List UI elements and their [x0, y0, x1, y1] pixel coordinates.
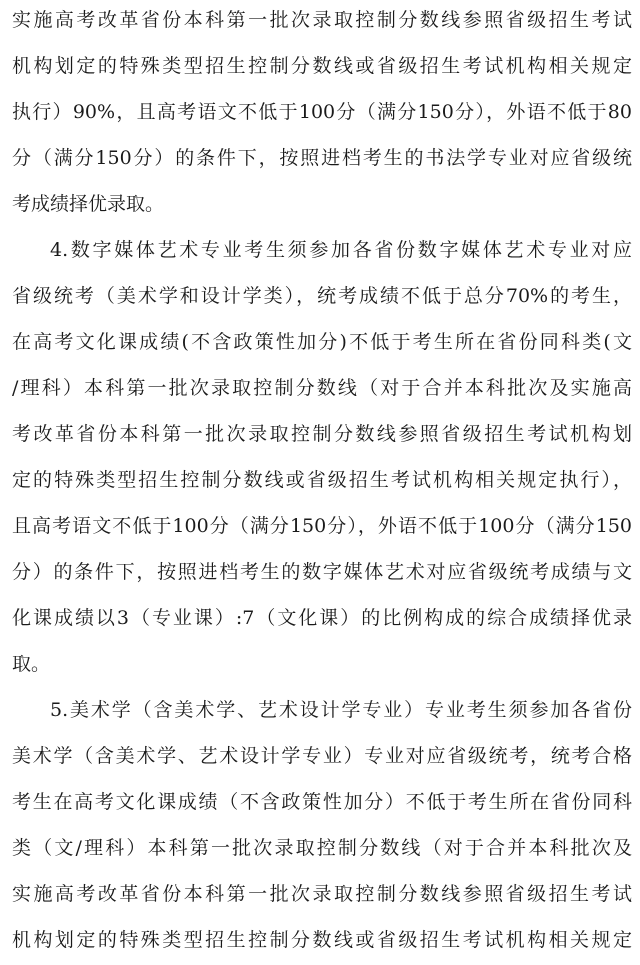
text-line: 实施高考改革省份本科第一批次录取控制分数线参照省级招生考试: [12, 9, 632, 31]
text-line: 考改革省份本科第一批次录取控制分数线参照省级招生考试机构划: [12, 423, 632, 445]
text-line: 执行）90%，且高考语文不低于100分（满分150分），外语不低于80: [12, 101, 632, 123]
text-line: 省级统考（美术学和设计学类），统考成绩不低于总分70%的考生，: [12, 285, 632, 307]
text-line: /理科）本科第一批次录取控制分数线（对于合并本科批次及实施高: [12, 377, 632, 399]
text-line: 机构划定的特殊类型招生控制分数线或省级招生考试机构相关规定: [12, 55, 632, 77]
text-line: 美术学（含美术学、艺术设计学专业）专业对应省级统考，统考合格: [12, 745, 632, 767]
text-line: 取。: [12, 653, 51, 675]
text-line: 考生在高考文化课成绩（不含政策性加分）不低于考生所在省份同科: [12, 791, 632, 813]
paragraph-4-first-line: 4.数字媒体艺术专业考生须参加各省份数字媒体艺术专业对应: [50, 239, 632, 261]
paragraph-5-first-line: 5.美术学（含美术学、艺术设计学专业）专业考生须参加各省份: [50, 699, 632, 721]
text-line: 分）的条件下，按照进档考生的数字媒体艺术对应省级统考成绩与文: [12, 561, 632, 583]
text-line: 化课成绩以3（专业课）:7（文化课）的比例构成的综合成绩择优录: [12, 607, 632, 629]
text-line: 且高考语文不低于100分（满分150分），外语不低于100分（满分150: [12, 515, 632, 537]
text-line: 实施高考改革省份本科第一批次录取控制分数线参照省级招生考试: [12, 883, 632, 905]
text-line: 类（文/理科）本科第一批次录取控制分数线（对于合并本科批次及: [12, 837, 632, 859]
text-line: 在高考文化课成绩(不含政策性加分)不低于考生所在省份同科类(文: [12, 331, 632, 353]
text-line: 分（满分150分）的条件下，按照进档考生的书法学专业对应省级统: [12, 147, 632, 169]
text-line: 机构划定的特殊类型招生控制分数线或省级招生考试机构相关规定: [12, 929, 632, 951]
text-line: 定的特殊类型招生控制分数线或省级招生考试机构相关规定执行），: [12, 469, 632, 491]
text-line: 考成绩择优录取。: [12, 193, 165, 215]
